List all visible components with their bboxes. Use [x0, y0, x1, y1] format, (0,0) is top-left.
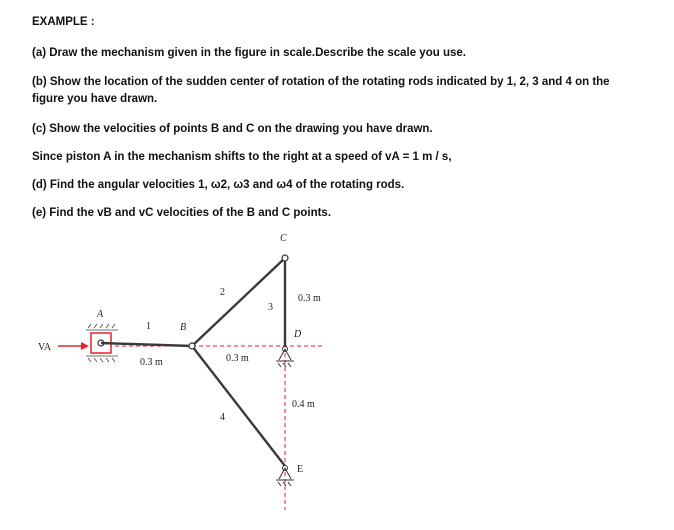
question-e: (e) Find the vB and vC velocities of the B and C points. [32, 207, 332, 219]
dimension-bd: 0.3 m [226, 353, 249, 364]
label-e: E [297, 464, 304, 475]
question-b: (b) Show the location of the sudden center of rotation of the rotating rods indicated by 1, 2, 3 and 4 on the figure you have drawn. [32, 76, 610, 105]
label-b: B [180, 322, 187, 333]
velocity-label: VA [38, 342, 52, 353]
rod-label-2: 2 [220, 287, 225, 298]
label-d: D [294, 329, 302, 340]
example-heading: EXAMPLE : [32, 16, 95, 28]
joint-c [282, 255, 288, 261]
mechanism-figure [32, 228, 332, 518]
rod-4 [192, 346, 285, 466]
rod-label-4: 4 [220, 412, 225, 423]
dimension-dc: 0.3 m [298, 293, 321, 304]
question-a: (a) Draw the mechanism given in the figure in scale.Describe the scale you use. [32, 47, 466, 59]
label-a: A [97, 309, 104, 320]
ground-hatch-bottom [86, 356, 118, 362]
rod-1 [101, 343, 192, 346]
dimension-ab: 0.3 m [140, 357, 163, 368]
question-c: (c) Show the velocities of points B and C on the drawing you have drawn. [32, 123, 433, 135]
velocity-arrowhead [81, 342, 89, 350]
joint-b [189, 343, 195, 349]
ground-hatch-top [86, 324, 118, 330]
question-d: (d) Find the angular velocities 1, ω2, ω3 and ω4 of the rotating rods. [32, 179, 405, 191]
label-c: C [280, 233, 287, 244]
rod-label-1: 1 [146, 321, 151, 332]
given-condition: Since piston A in the mechanism shifts to the right at a speed of vA = 1 m / s, [32, 151, 452, 163]
rod-label-3: 3 [268, 302, 273, 313]
dimension-de: 0.4 m [292, 399, 315, 410]
